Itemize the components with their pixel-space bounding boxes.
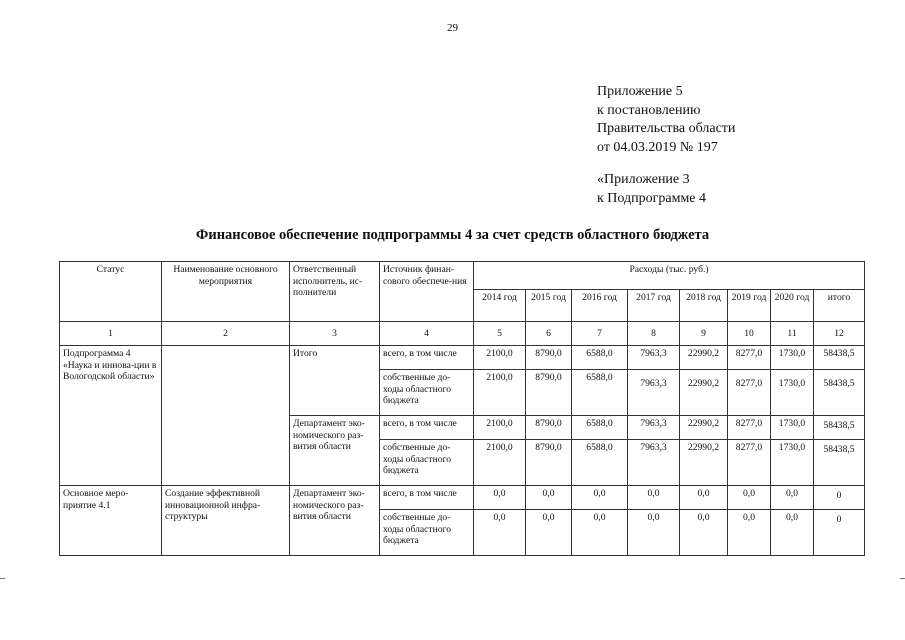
header-year: 2014 год — [474, 290, 526, 322]
value-cell: 1730,0 — [771, 370, 814, 416]
document-title: Финансовое обеспечение подпрограммы 4 за счет средств областного бюджета — [195, 227, 710, 243]
column-number: 5 — [474, 322, 526, 346]
column-number: 9 — [680, 322, 728, 346]
value-cell: 1730,0 — [771, 440, 814, 486]
header-activity: Наименование основного мероприятия — [162, 262, 290, 322]
column-number: 8 — [628, 322, 680, 346]
value-cell: 8790,0 — [526, 416, 572, 440]
value-cell: 0,0 — [628, 510, 680, 556]
column-number: 4 — [380, 322, 474, 346]
value-cell: 6588,0 — [572, 416, 628, 440]
source-cell: всего, в том числе — [380, 346, 474, 370]
executor-cell: Итого — [290, 346, 380, 416]
header-year: 2015 год — [526, 290, 572, 322]
value-cell: 0,0 — [572, 510, 628, 556]
appendix-line: Приложение 5 — [597, 84, 683, 99]
column-number: 10 — [728, 322, 771, 346]
total-cell: 58438,5 — [814, 346, 865, 370]
appendix-ref-line: к Подпрограмме 4 — [597, 190, 707, 206]
value-cell: 0,0 — [771, 510, 814, 556]
value-cell: 22990,2 — [680, 346, 728, 370]
total-cell: 0 — [814, 510, 865, 556]
status-cell: Основное меро-приятие 4.1 — [60, 486, 162, 556]
value-cell: 8277,0 — [728, 440, 771, 486]
appendix-line: от 04.03.2019 № 197 — [597, 139, 718, 155]
value-cell: 7963,3 — [628, 370, 680, 416]
value-cell: 0,0 — [771, 486, 814, 510]
header-source: Источник финан-сового обеспече-ния — [380, 262, 474, 322]
table-row — [60, 486, 865, 510]
appendix-reference — [597, 171, 706, 208]
value-cell: 22990,2 — [680, 416, 728, 440]
source-cell: всего, в том числе — [380, 486, 474, 510]
total-cell: 0 — [814, 486, 865, 510]
value-cell: 22990,2 — [680, 440, 728, 486]
value-cell: 0,0 — [628, 486, 680, 510]
appendix-ref-line: «Приложение 3 — [597, 172, 690, 187]
header-expenses: Расходы (тыс. руб.) — [474, 262, 865, 290]
column-number-row — [60, 322, 865, 346]
source-cell: всего, в том числе — [380, 416, 474, 440]
value-cell: 1730,0 — [771, 346, 814, 370]
value-cell: 7963,3 — [628, 346, 680, 370]
header-row — [60, 262, 865, 290]
column-number: 11 — [771, 322, 814, 346]
value-cell: 2100,0 — [474, 346, 526, 370]
status-cell: Подпрограмма 4 «Наука и иннова-ции в Вологодской области» — [60, 346, 162, 486]
total-cell: 58438,5 — [814, 370, 865, 416]
value-cell: 6588,0 — [572, 440, 628, 486]
value-cell: 0,0 — [474, 510, 526, 556]
header-year: 2017 год — [628, 290, 680, 322]
value-cell: 0,0 — [728, 510, 771, 556]
executor-cell: Департамент эко-номического раз-вития области — [290, 486, 380, 556]
appendix-line: Правительства области — [597, 121, 736, 136]
value-cell: 22990,2 — [680, 370, 728, 416]
activity-cell: Создание эффективной инновационной инфра-структуры — [162, 486, 290, 556]
header-total: итого — [814, 290, 865, 322]
value-cell: 0,0 — [680, 486, 728, 510]
column-number: 1 — [60, 322, 162, 346]
financing-table — [59, 261, 865, 556]
value-cell: 8277,0 — [728, 416, 771, 440]
value-cell: 0,0 — [526, 510, 572, 556]
value-cell: 0,0 — [526, 486, 572, 510]
value-cell: 0,0 — [474, 486, 526, 510]
header-executor: Ответственный исполнитель, ис-полнители — [290, 262, 380, 322]
value-cell: 7963,3 — [628, 416, 680, 440]
column-number: 7 — [572, 322, 628, 346]
header-status: Статус — [60, 262, 162, 322]
value-cell: 6588,0 — [572, 346, 628, 370]
value-cell: 8277,0 — [728, 370, 771, 416]
header-year: 2016 год — [572, 290, 628, 322]
appendix-line: к постановлению — [597, 102, 701, 118]
total-cell: 58438,5 — [814, 440, 865, 486]
column-number: 12 — [814, 322, 865, 346]
value-cell: 8790,0 — [526, 440, 572, 486]
column-number: 6 — [526, 322, 572, 346]
table-row — [60, 346, 865, 370]
scan-edge-mark — [0, 578, 5, 579]
value-cell: 0,0 — [572, 486, 628, 510]
header-year: 2019 год — [728, 290, 771, 322]
source-cell: собственные до-ходы областного бюджета — [380, 440, 474, 486]
activity-cell — [162, 346, 290, 486]
column-number: 3 — [290, 322, 380, 346]
executor-cell: Департамент эко-номического раз-вития области — [290, 416, 380, 486]
value-cell: 6588,0 — [572, 370, 628, 416]
value-cell: 8277,0 — [728, 346, 771, 370]
column-number: 2 — [162, 322, 290, 346]
value-cell: 8790,0 — [526, 370, 572, 416]
source-cell: собственные до-ходы областного бюджета — [380, 510, 474, 556]
page-number: 29 — [447, 22, 458, 34]
value-cell: 2100,0 — [474, 370, 526, 416]
value-cell: 1730,0 — [771, 416, 814, 440]
value-cell: 8790,0 — [526, 346, 572, 370]
source-cell: собственные до-ходы областного бюджета — [380, 370, 474, 416]
header-year: 2018 год — [680, 290, 728, 322]
value-cell: 2100,0 — [474, 416, 526, 440]
value-cell: 7963,3 — [628, 440, 680, 486]
value-cell: 0,0 — [728, 486, 771, 510]
value-cell: 0,0 — [680, 510, 728, 556]
appendix-header — [597, 83, 735, 157]
scan-edge-mark — [900, 578, 905, 579]
value-cell: 2100,0 — [474, 440, 526, 486]
header-year: 2020 год — [771, 290, 814, 322]
total-cell: 58438,5 — [814, 416, 865, 440]
